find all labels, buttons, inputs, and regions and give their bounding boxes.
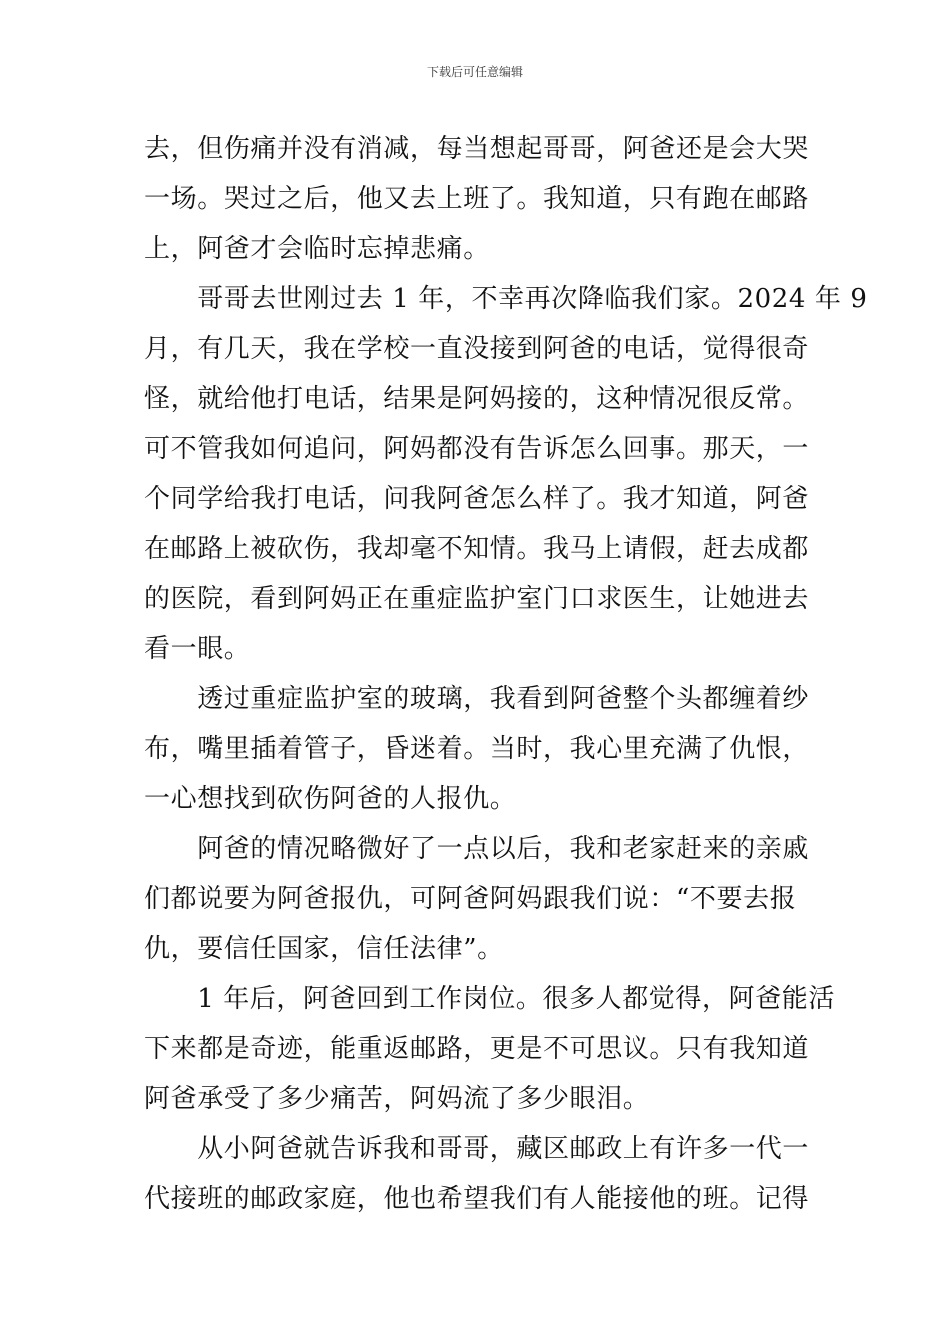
text-line: 一场。哭过之后，他又去上班了。我知道，只有跑在邮路: [144, 184, 810, 214]
text-line: 下来都是奇迹，能重返邮路，更是不可思议。只有我知道: [144, 1034, 810, 1064]
text-line: 代接班的邮政家庭，他也希望我们有人能接他的班。记得: [144, 1184, 810, 1214]
text-line: 1 年后，阿爸回到工作岗位。很多人都觉得，阿爸能活: [144, 984, 836, 1014]
text-line: 月，有几天，我在学校一直没接到阿爸的电话，觉得很奇: [144, 334, 810, 364]
text-line: 仇，要信任国家，信任法律”。: [144, 934, 504, 964]
text-line: 们都说要为阿爸报仇，可阿爸阿妈跟我们说：“不要去报: [144, 884, 797, 914]
text-line: 布，嘴里插着管子，昏迷着。当时，我心里充满了仇恨，: [144, 734, 810, 764]
text-line: 个同学给我打电话，问我阿爸怎么样了。我才知道，阿爸: [144, 484, 810, 514]
text-line: 阿爸的情况略微好了一点以后，我和老家赶来的亲戚: [144, 834, 810, 864]
text-line: 哥哥去世刚过去 1 年，不幸再次降临我们家。2024 年 9: [144, 284, 868, 314]
text-line: 怪，就给他打电话，结果是阿妈接的，这种情况很反常。: [144, 384, 810, 414]
text-line: 可不管我如何追问，阿妈都没有告诉怎么回事。那天，一: [144, 434, 810, 464]
text-line: 去，但伤痛并没有消减，每当想起哥哥，阿爸还是会大哭: [144, 134, 810, 164]
text-line: 的医院，看到阿妈正在重症监护室门口求医生，让她进去: [144, 584, 810, 614]
page-header: 下载后可任意编辑: [426, 65, 523, 79]
document-body: [144, 124, 868, 1224]
text-line: 透过重症监护室的玻璃，我看到阿爸整个头都缠着纱: [144, 684, 810, 714]
text-line: 在邮路上被砍伤，我却毫不知情。我马上请假，赶去成都: [144, 534, 810, 564]
text-line: 阿爸承受了多少痛苦，阿妈流了多少眼泪。: [144, 1084, 650, 1114]
text-line: 上，阿爸才会临时忘掉悲痛。: [144, 234, 490, 264]
text-line: 看一眼。: [144, 634, 251, 664]
text-line: 从小阿爸就告诉我和哥哥，藏区邮政上有许多一代一: [144, 1134, 810, 1164]
text-line: 一心想找到砍伤阿爸的人报仇。: [144, 784, 517, 814]
